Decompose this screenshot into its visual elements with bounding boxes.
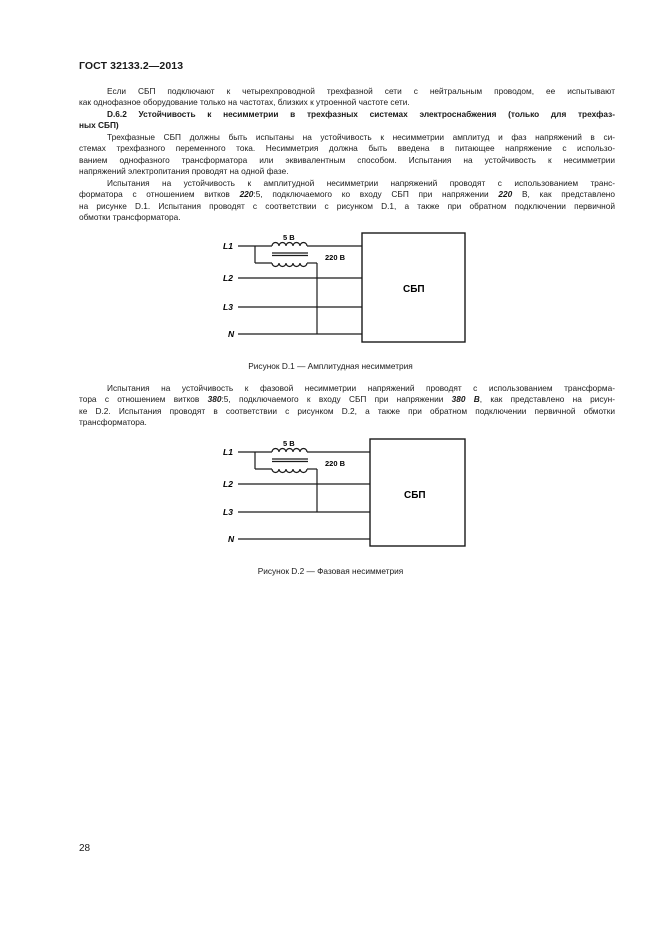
page-number: 28 [79, 843, 91, 854]
ups-box-label: СБП [404, 490, 426, 501]
text-line: форматора с отношением витков 220:5, подключаемого ко входу СБП при напряжении 220 В, как представлено [79, 189, 615, 200]
label-l3: L3 [223, 302, 233, 312]
text-line: ных СБП) [79, 120, 119, 131]
text-line: стемах трехфазного переменного тока. Несимметрия должна быть введена в питающее напряжение с использо- [79, 143, 615, 154]
label-n: N [228, 329, 235, 339]
text-line: на рисунке D.1. Испытания проводят с соответствии с рисунком D.1, а также при обратном подключении первичной [79, 200, 615, 211]
text-line: обмотки трансформатора. [79, 212, 181, 223]
text-line: ванием однофазного трансформатора или эквивалентным способом. Испытания на устойчивость к несимметрии [79, 154, 615, 165]
figure-d2-caption: Рисунок D.2 — Фазовая несимметрия [257, 566, 404, 576]
voltage-large-label: 220 В [325, 459, 346, 468]
text-line: ке D.2. Испытания проводят в соответствии с рисунком D.2, а также при обратном подключении первичной обмотки [79, 405, 615, 416]
voltage-small-label: 5 В [283, 439, 295, 448]
voltage-small-label: 5 В [283, 233, 295, 242]
label-l1: L1 [223, 241, 233, 251]
document-header: ГОСТ 32133.2—2013 [79, 60, 184, 72]
label-l3: L3 [223, 507, 233, 517]
label-l2: L2 [223, 273, 233, 283]
ups-box-label: СБП [403, 284, 425, 295]
text-line: Трехфазные СБП должны быть испытаны на устойчивость к несимметрии амплитуд и фаз напряжений в си- [107, 132, 615, 142]
text-line: как однофазное оборудование только на частотах, близких к утроенной частоте сети. [79, 97, 410, 108]
voltage-large-label: 220 В [325, 253, 346, 262]
text-line: Если СБП подключают к четырехпроводной трехфазной сети с нейтральным проводом, ее испытывают [107, 86, 615, 96]
label-l2: L2 [223, 479, 233, 489]
text-line: D.6.2 Устойчивость к несимметрии в трехфазных системах электроснабжения (только для трехфаз- [107, 109, 615, 119]
text-line: Испытания на устойчивость к амплитудной несимметрии напряжений проводят с использованием транс- [107, 178, 615, 188]
text-line: Испытания на устойчивость к фазовой несимметрии напряжений проводят с использованием трансформа- [107, 383, 615, 393]
text-line: напряжений электропитания проводят на одной фазе. [79, 166, 289, 177]
text-line: тора с отношением витков 380:5, подключаемого к входу СБП при напряжении 380 В, как представлено на рисун- [79, 394, 616, 405]
text-line: трансформатора. [79, 417, 147, 428]
figure-d1-caption: Рисунок D.1 — Амплитудная несимметрия [248, 361, 413, 371]
label-l1: L1 [223, 447, 233, 457]
label-n: N [228, 534, 235, 544]
